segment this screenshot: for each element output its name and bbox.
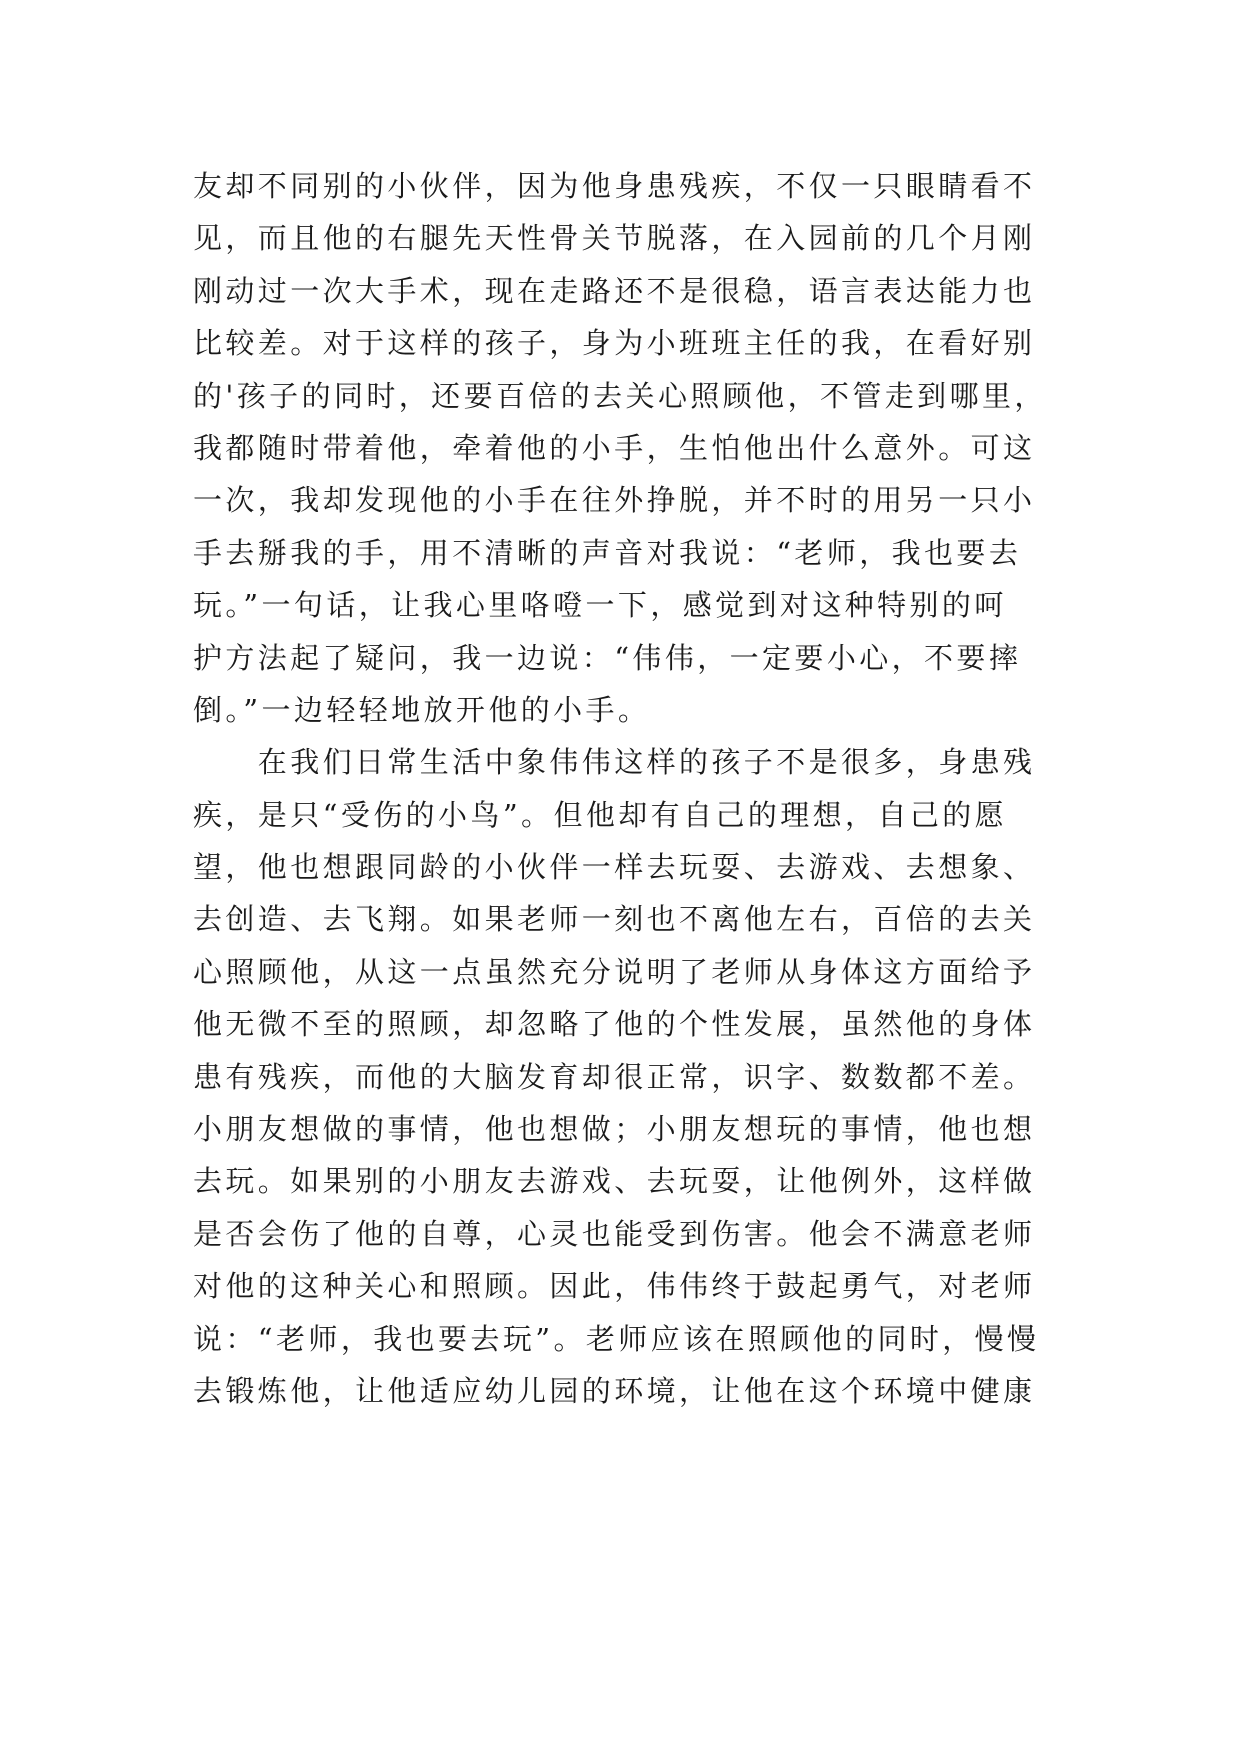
text-line: 手去掰我的手，用不清晰的声音对我说：“老师，我也要去 (193, 535, 1022, 570)
text-line: 刚动过一次大手术，现在走路还不是很稳，语言表达能力也 (193, 273, 1036, 308)
text-line: 见，而且他的右腿先天性骨关节脱落，在入园前的几个月刚 (193, 221, 1036, 256)
text-line: 比较差。对于这样的孩子，身为小班班主任的我，在看好别 (193, 326, 1036, 361)
text-line: 去锻炼他，让他适应幼儿园的环境，让他在这个环境中健康 (193, 1373, 1036, 1408)
text-line: 护方法起了疑问，我一边说：“伟伟，一定要小心，不要摔 (193, 640, 1022, 675)
text-line: 去创造、去飞翔。如果老师一刻也不离他左右，百倍的去关 (193, 902, 1036, 937)
body-text (193, 160, 1073, 1417)
text-line: 小朋友想做的事情，他也想做；小朋友想玩的事情，他也想 (193, 1112, 1036, 1147)
text-line: 患有残疾，而他的大脑发育却很正常，识字、数数都不差。 (193, 1059, 1036, 1094)
text-line: 的'孩子的同时，还要百倍的去关心照顾他，不管走到哪里， (193, 378, 1047, 413)
text-line: 说：“老师，我也要去玩”。老师应该在照顾他的同时，慢慢 (193, 1321, 1040, 1356)
text-line: 一次，我却发现他的小手在往外挣脱，并不时的用另一只小 (193, 483, 1036, 518)
text-line: 他无微不至的照顾，却忽略了他的个性发展，虽然他的身体 (193, 1007, 1036, 1042)
text-line: 去玩。如果别的小朋友去游戏、去玩耍，让他例外，这样做 (193, 1164, 1036, 1199)
paragraph-start-line: 在我们日常生活中象伟伟这样的孩子不是很多，身患残 (193, 745, 1036, 780)
text-line: 是否会伤了他的自尊，心灵也能受到伤害。他会不满意老师 (193, 1216, 1036, 1251)
text-line: 望，他也想跟同龄的小伙伴一样去玩耍、去游戏、去想象、 (193, 850, 1036, 885)
text-line: 我都随时带着他，牵着他的小手，生怕他出什么意外。可这 (193, 430, 1036, 465)
text-line: 心照顾他，从这一点虽然充分说明了老师从身体这方面给予 (193, 954, 1036, 989)
text-line: 友却不同别的小伙伴，因为他身患残疾，不仅一只眼睛看不 (193, 169, 1036, 203)
text-line: 疾，是只“受伤的小鸟”。但他却有自己的理想，自己的愿 (193, 797, 1008, 832)
text-line: 倒。”一边轻轻地放开他的小手。 (193, 692, 651, 727)
text-line: 对他的这种关心和照顾。因此，伟伟终于鼓起勇气，对老师 (193, 1269, 1036, 1304)
text-line: 玩。”一句话，让我心里咯噔一下，感觉到对这种特别的呵 (193, 588, 1007, 623)
